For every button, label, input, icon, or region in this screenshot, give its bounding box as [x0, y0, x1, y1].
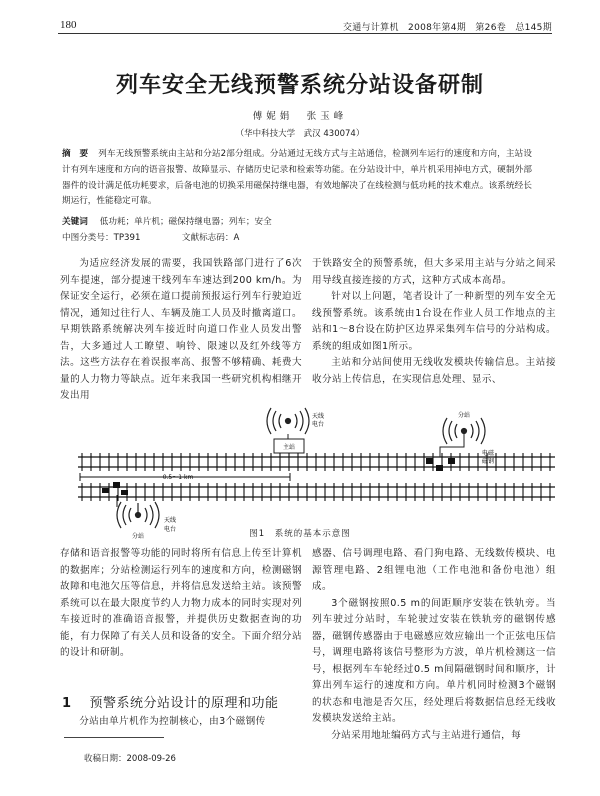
- article-authors: 傅妮娟 张玉峰: [252, 111, 348, 122]
- classification-line: [62, 231, 239, 243]
- body-column-left-bottom: [60, 546, 302, 662]
- right-magnet-label: 电磁: [482, 450, 495, 457]
- abstract-label: 摘 要: [62, 149, 89, 159]
- main-station-label: 主站: [282, 444, 296, 451]
- figure-caption: 图1 系统的基本示意图: [249, 529, 351, 539]
- keywords-text: 低功耗；单片机；磁保持继电器；列车；安全: [99, 217, 272, 227]
- paragraph: 于铁路安全的预警系统，但大多采用主站与分站之间采用导线直接连接的方式，这种方式成本高昂。: [312, 258, 556, 286]
- distance-label: 0.5～1 km: [162, 474, 194, 481]
- left-substation-antenna-icon: [117, 502, 159, 528]
- left-magnet-group: [102, 482, 128, 507]
- left-antenna-label-2: 电台: [164, 526, 177, 533]
- article-affiliation: （华中科技大学 武汉 430074）: [235, 129, 365, 139]
- main-antenna-label-2: 电台: [312, 421, 325, 428]
- paragraph: 分站由单片机作为控制核心，由3个磁钢传: [79, 716, 266, 727]
- paragraph: 针对以上问题，笔者设计了一种新型的列车安全无线预警系统。该系统由1台设在作业人员工作地点的主站和1～8台设在防护区边界采集列车信号的分站构成。系统的组成如图1所示。: [312, 291, 556, 352]
- doc-code-label: 文献标志码：: [181, 233, 234, 243]
- track-lower: [78, 483, 555, 501]
- section-heading: [62, 692, 279, 711]
- right-substation-label: 分站: [457, 412, 471, 419]
- abstract-text: 列车无线预警系统由主站和分站2部分组成。分站通过无线方式与主站通信，检测列车运行的速度和方向，主站设计有列车速度和方向的语音报警、故障显示、存储历史记录和检索等功能。在分站设计中，单片机采用掉电方式，硬制外部器件的设计满足低功耗要求，后备电池的切换采用磁保持继电器，有效地解决了在线检测与低功耗的技术难点。该系统经长期运行，性能稳定可靠。: [62, 149, 532, 207]
- body-column-left-top: [60, 256, 302, 405]
- body-column-left-last: [60, 714, 302, 731]
- keywords-line: [62, 215, 272, 227]
- doc-code-value: A: [233, 233, 240, 243]
- article-title: 列车安全无线预警系统分站设备研制: [115, 72, 484, 98]
- journal-header: 交通与计算机 2008年第4期 第26卷 总145期: [342, 23, 552, 33]
- page-number: 180: [60, 19, 77, 31]
- paragraph: 主站和分站间使用无线收发模块传输信息。主站接收分站上传信息，在实现信息处理、显示、: [312, 357, 556, 385]
- header-rule: [58, 33, 552, 34]
- section-title: 预警系统分站设计的原理和功能: [89, 696, 279, 711]
- body-column-right-top: [312, 256, 556, 388]
- system-diagram: [60, 405, 560, 540]
- paragraph: 分站采用地址编码方式与主站进行通信，每: [331, 729, 522, 741]
- left-antenna-label: 天线: [164, 517, 177, 524]
- paragraph: 感器、信号调理电路、看门狗电路、无线数传模块、电源管理电路、2组锂电池（工作电池和备份电池）组成。: [312, 548, 556, 592]
- left-substation-label: 分站: [131, 533, 145, 540]
- received-date-footnote: 收稿日期：2008-09-26: [84, 754, 176, 764]
- paragraph: 存储和语音报警等功能的同时将所有信息上传至计算机的数据库；分站检测运行列车的速度和方向，检测磁钢故障和电池欠压等信息，并将信息发送给主站。该预警系统可以在最大限度节约人力物力成本的同时实现对列车接近时的准确语音报警，并提供历史数据查询的功能，有力保障了有关人员和设备的安全。下面介绍分站的设计和研制。: [60, 548, 302, 658]
- paragraph: 3个磁钢按照0.5 m的间距顺序安装在铁轨旁。当列车驶过分站时，车轮驶过安装在铁轨旁的磁钢传感器，磁钢传感器由于电磁感应效应输出一个正弦电压信号，调理电路将该信号整形为方波，单片机检测这一信号，根据列车车轮经过0.5 m间隔磁钢时间和顺序，计算出列车运行的速度和方向。单片机同时检测3个磁钢的状态和电池是否欠压，经处理后将数据信息经无线收发模块发送给主站。: [312, 597, 556, 724]
- clc-label: 中图分类号：: [62, 233, 114, 243]
- main-antenna-label: 天线: [312, 413, 325, 420]
- paragraph: 为适应经济发展的需要，我国铁路部门进行了6次列车提速，部分提速干线列车车速达到200 km/h。为保证安全运行，必须在道口提前预报运行列车行驶迫近情况，通知过往行人、车辆及施工人员及时撤离道口。早期铁路系统解决列车接近时向道口作业人员发出警告，大多通过人工瞭望、响铃、限速以及红外线等方法。这些方法存在着误报率高、报警不够精确、耗费大量的人力物力等缺点。近年来我国一些研究机构相继开发出用: [60, 258, 302, 401]
- keywords-label: 关键词: [62, 217, 88, 227]
- section-number: 1: [62, 696, 72, 711]
- right-magnet-label-2: 磁钢: [482, 458, 495, 465]
- main-antenna-icon: [267, 408, 309, 434]
- figure-1: [60, 405, 560, 540]
- abstract: [62, 147, 532, 210]
- footnote-rule: [64, 737, 164, 738]
- clc-value: TP391: [113, 233, 141, 243]
- body-column-right-bottom: [312, 546, 556, 744]
